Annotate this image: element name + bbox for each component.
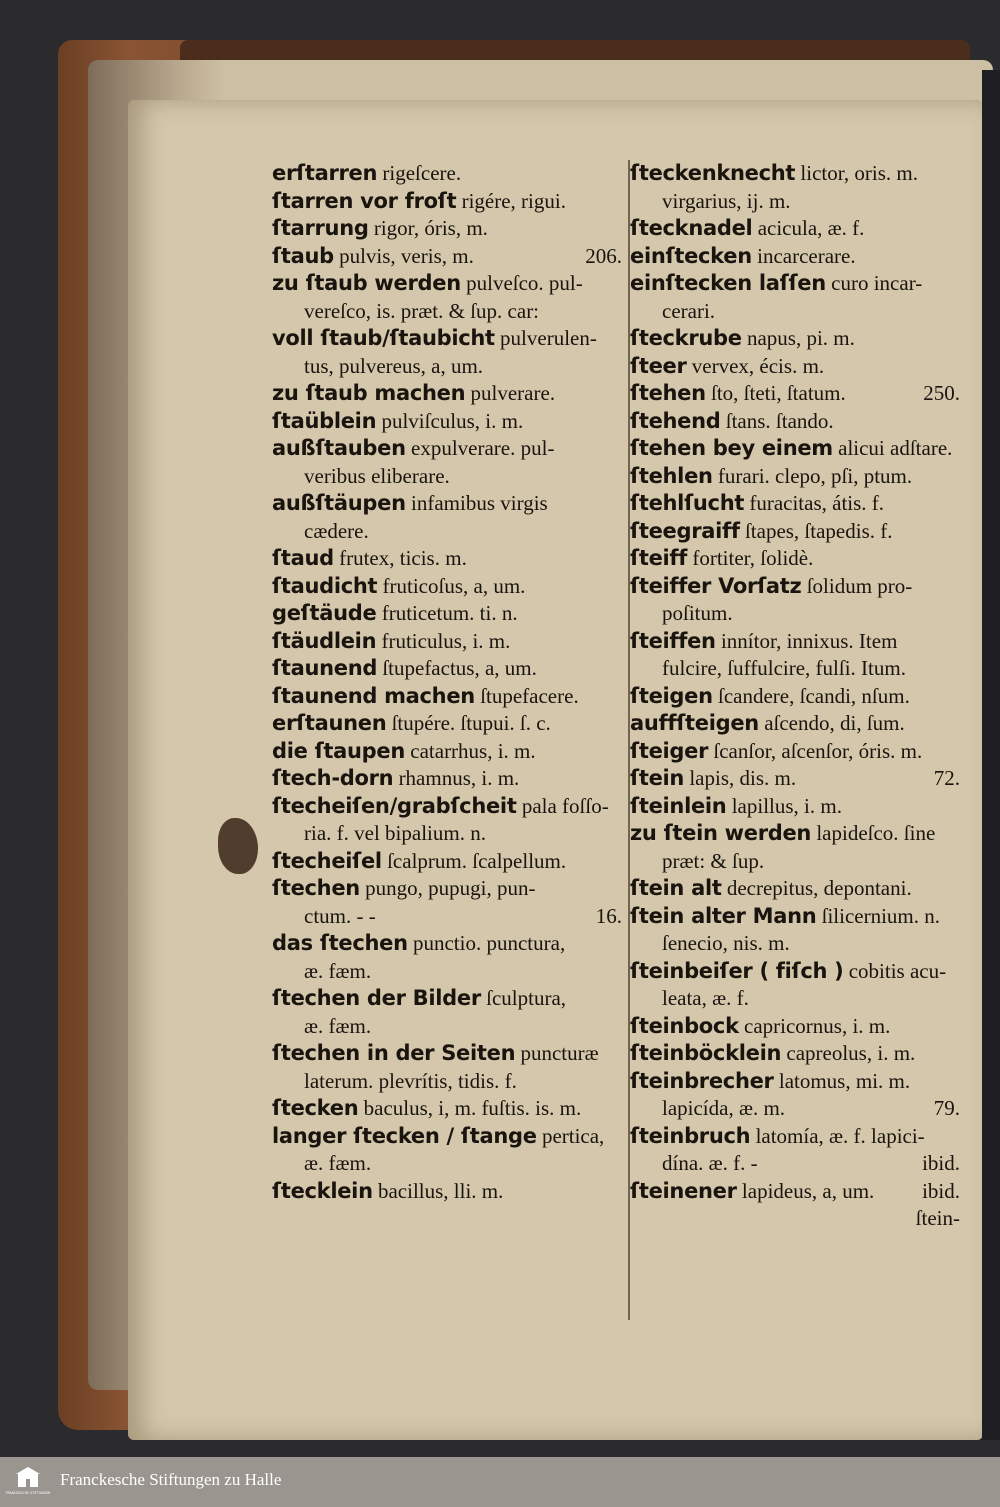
entry-translation: rigor, óris, m. [368,216,488,240]
page-reference: 79. [933,1096,960,1120]
entry-translation: ſtupére. ſtupui. ſ. c. [386,711,551,735]
entry-headword: zu ſtaub werden [272,271,461,295]
dictionary-entry [630,765,960,793]
entry-translation: incarcerare. [751,243,856,268]
entry-translation: pulverulen- [494,326,597,350]
entry-continuation [630,1150,960,1178]
entry-translation: fortiter, ſolidè. [687,546,814,570]
dictionary-entry [630,243,960,271]
entry-translation: rigére, rigui. [456,188,566,213]
entry-translation: ſculptura, [480,986,567,1010]
entry-translation: fruticetum. ti. n. [376,601,518,625]
entry-translation: frutex, ticis. m. [333,546,467,570]
entry-headword: ſtäudlein [272,628,377,653]
entry-headword: ſteiffer Vorſatz [630,573,802,598]
entry-headword: ſteinböcklein [630,1041,782,1065]
entry-headword: das ſtechen [272,931,408,955]
dictionary-entry [630,875,960,903]
entry-translation: lictor, oris. m. [795,161,918,185]
dictionary-entry [272,573,622,601]
entry-headword: ſteer [630,353,687,378]
dictionary-entry [272,930,622,958]
entry-continuation [272,298,622,326]
entry-translation: furari. clepo, pſi, ptum. [712,463,913,488]
entry-translation: aſcendo, di, ſum. [758,711,905,735]
entry-headword: außſtäupen [272,491,406,515]
continuation-text: laterum. plevrítis, tidis. f. [304,1068,517,1093]
entry-headword: auffſteigen [630,711,759,735]
logo-text: FRANCKESCHE STIFTUNGEN [5,1491,51,1495]
entry-headword: ſtaudicht [272,573,378,598]
dictionary-entry [630,160,960,188]
entry-translation: ſilicernium. n. [816,903,941,928]
entry-translation: ſto, ſteti, ſtatum. [705,381,846,405]
dictionary-entry [630,463,960,491]
continuation-text: fulcire, ſuffulcire, fulſi. Itum. [662,656,906,680]
entry-translation: decrepitus, depontani. [721,876,912,900]
continuation-text: æ. fæm. [304,1151,372,1175]
dictionary-entry [272,683,622,711]
entry-translation: alicui adſtare. [832,436,953,460]
entry-translation: catarrhus, i. m. [405,738,536,763]
page-reference: 206. [585,243,622,268]
entry-headword: ſtaunend [272,656,378,680]
page-reference: 16. [595,903,622,928]
entry-headword: ſteegraiff [630,518,740,543]
entry-headword: ſteinbock [630,1013,739,1038]
entry-headword: ſteckenknecht [630,161,796,185]
entry-continuation [272,518,622,546]
continuation-text: dína. æ. f. - [662,1151,758,1175]
entry-continuation [272,353,622,381]
entry-translation: pulverare. [465,381,556,405]
entry-headword: ſtechen [272,876,360,900]
entry-headword: ſtein alter Mann [630,903,817,928]
dictionary-entry [272,985,622,1013]
dictionary-entry [630,518,960,546]
dictionary-entry [630,628,960,656]
entry-headword: ſtecknadel [630,216,753,240]
entry-translation: rigeſcere. [377,161,462,185]
entry-headword: ſteckrube [630,326,742,350]
entry-headword: ſteiff [630,546,688,570]
continuation-text: æ. fæm. [304,1013,372,1038]
entry-headword: zu ſtaub machen [272,381,466,405]
entry-headword: ſteinbruch [630,1123,751,1148]
dictionary-entry [630,325,960,353]
dictionary-entry [630,1013,960,1041]
continuation-text: poſitum. [662,601,733,625]
entry-continuation [630,600,960,628]
entry-headword: ſtech-dorn [272,766,394,790]
entry-headword: ſtehen [630,381,706,405]
dictionary-entry [272,710,622,738]
dictionary-entry [272,243,622,271]
entry-continuation [272,903,622,931]
continuation-text: ria. f. vel bipalium. n. [304,821,486,845]
dictionary-entry [630,490,960,518]
entry-continuation [630,655,960,683]
entry-continuation [272,1068,622,1096]
dictionary-entry [630,793,960,821]
entry-headword: ſteiger [630,738,709,763]
dictionary-entry [272,765,622,793]
page-reference: ibid. [922,1151,960,1175]
entry-headword: einſtecken [630,243,752,268]
entry-headword: ſtaud [272,546,334,570]
entry-translation: ſcandere, ſcandi, nſum. [712,683,910,708]
dictionary-entry [272,1123,622,1151]
dictionary-entry [630,1123,960,1151]
entry-headword: ſtehen bey einem [630,436,833,460]
entry-translation: furacitas, átis. f. [744,491,885,515]
entry-headword: ſteigen [630,683,713,708]
dictionary-entry [272,793,622,821]
entry-translation: pala foſſo- [516,793,609,818]
dictionary-entry [272,848,622,876]
entry-continuation [272,820,622,848]
entry-translation: ſtupefactus, a, um. [377,656,537,680]
dictionary-entry [272,270,622,298]
dictionary-entry [630,353,960,381]
entry-translation: ſcalprum. ſcalpellum. [381,848,567,873]
entry-headword: ſtaunend machen [272,683,475,708]
entry-continuation [630,848,960,876]
dictionary-entry [272,1040,622,1068]
entry-translation: puncturæ [515,1041,599,1065]
entry-translation: lapis, dis. m. [684,766,797,790]
institution-logo-icon [5,1465,51,1499]
dictionary-entry [272,738,622,766]
entry-translation: lapillus, i. m. [726,793,842,818]
dictionary-entry [630,270,960,298]
entry-continuation [630,188,960,216]
page-reference: 72. [933,766,960,790]
dictionary-entry [272,325,622,353]
entry-headword: ſtein [630,766,685,790]
entry-translation: pulveſco. pul- [460,271,583,295]
entry-translation: ſcanſor, aſcenſor, óris. m. [708,738,923,763]
entry-translation: innítor, innixus. Item [715,628,898,653]
entry-headword: ſtehend [630,408,721,433]
entry-translation: cobitis acu- [843,958,947,983]
continuation-text: ſenecio, nis. m. [662,931,790,955]
dictionary-entry [630,1068,960,1096]
dictionary-entry [272,1095,622,1123]
dictionary-entry [630,380,960,408]
entry-continuation [630,298,960,326]
entry-translation: vervex, écis. m. [686,353,825,378]
entry-translation: lapideus, a, um. [736,1178,875,1203]
entry-translation: pulviſculus, i. m. [376,408,524,433]
entry-translation: bacillus, lli. m. [372,1178,504,1203]
dictionary-entry [630,903,960,931]
entry-headword: erſtaunen [272,711,387,735]
continuation-text: ctum. - - [304,903,376,928]
entry-translation: ſtapes, ſtapedis. f. [739,518,893,543]
dictionary-entry [272,188,622,216]
entry-translation: fruticulus, i. m. [376,628,511,653]
dictionary-entry [630,820,960,848]
entry-translation: infamibus virgis [405,491,548,515]
entry-headword: zu ſtein werden [630,821,812,845]
entry-headword: einſtecken laſſen [630,271,826,295]
entry-continuation [272,1013,622,1041]
continuation-text: præt: & ſup. [662,848,765,873]
entry-headword: ſteinbrecher [630,1068,774,1093]
entry-translation: ſtupefacere. [474,683,579,708]
dictionary-entry [272,435,622,463]
continuation-text: lapicída, æ. m. [662,1096,786,1120]
entry-headword: die ſtaupen [272,738,406,763]
entry-headword: geſtäude [272,601,377,625]
entry-headword: ſteinbeiſer ( fiſch ) [630,958,844,983]
dictionary-entry [630,1178,960,1206]
entry-headword: ſteinlein [630,793,727,818]
entry-translation: expulverare. pul- [405,436,555,460]
entry-translation: latomía, æ. f. lapici- [750,1123,925,1148]
entry-translation: punctio. punctura, [407,931,566,955]
dictionary-entry [272,545,622,573]
entry-headword: ſtecken [272,1096,359,1120]
dictionary-entry [630,958,960,986]
dictionary-entry [272,408,622,436]
gutter-shadow [982,70,1000,1440]
entry-headword: ſtein alt [630,876,722,900]
dictionary-entry [630,738,960,766]
continuation-text: veribus eliberare. [304,463,450,488]
continuation-text: virgarius, ij. m. [662,188,791,213]
page-reference: ibid. [922,1178,960,1203]
dictionary-entry [630,435,960,463]
entry-headword: ſtaub [272,243,334,268]
entry-headword: ſteiffen [630,628,716,653]
right-column [630,160,960,1233]
continuation-text: tus, pulvereus, a, um. [304,353,484,378]
page-reference: 250. [923,381,960,405]
entry-translation: acicula, æ. f. [752,216,865,240]
entry-headword: ſtechen in der Seiten [272,1041,516,1065]
entry-continuation [630,985,960,1013]
entry-headword: voll ſtaub/ſtaubicht [272,326,495,350]
entry-headword: ſtecklein [272,1178,373,1203]
dictionary-entry [272,380,622,408]
entry-continuation [630,930,960,958]
entry-headword: ſtechen der Bilder [272,986,481,1010]
entry-translation: pertica, [536,1123,605,1148]
continuation-text: cerari. [662,298,716,323]
dictionary-entry [272,215,622,243]
entry-headword: ſtecheiſel [272,848,382,873]
left-column [272,160,622,1205]
footer-label: Franckesche Stiftungen zu Halle [60,1470,282,1489]
entry-continuation [272,1150,622,1178]
entry-translation: curo incar- [825,271,923,295]
entry-translation: capricornus, i. m. [738,1013,891,1038]
entry-translation: capreolus, i. m. [781,1041,916,1065]
entry-continuation [630,1095,960,1123]
entry-translation: pulvis, veris, m. [333,243,474,268]
continuation-text: cædere. [304,518,369,543]
entry-translation: rhamnus, i. m. [393,766,520,790]
entry-headword: ſtecheiſen/grabſcheit [272,793,517,818]
dictionary-entry [630,710,960,738]
entry-headword: ſtaüblein [272,408,377,433]
entry-headword: ſtehlſucht [630,491,745,515]
entry-translation: napus, pi. m. [741,326,855,350]
entry-continuation [272,463,622,491]
dictionary-entry [630,1040,960,1068]
entry-headword: erſtarren [272,161,378,185]
entry-translation: lapideſco. ſine [811,821,936,845]
dictionary-entry [272,1178,622,1206]
dictionary-entry [630,408,960,436]
continuation-text: vereſco, is. præt. & ſup. car: [304,298,540,323]
dictionary-entry [272,628,622,656]
entry-headword: ſtarren vor froſt [272,188,457,213]
entry-translation: ſolidum pro- [801,573,913,598]
entry-translation: pungo, pupugi, pun- [359,876,536,900]
dictionary-entry [272,655,622,683]
entry-translation: fruticoſus, a, um. [377,573,526,598]
dictionary-entry [630,683,960,711]
entry-headword: ſtarrung [272,216,369,240]
continuation-text: leata, æ. f. [662,986,749,1010]
dictionary-entry [630,215,960,243]
entry-headword: langer ſtecken / ſtange [272,1123,537,1148]
dictionary-entry [630,545,960,573]
dictionary-entry [272,160,622,188]
entry-translation: ſtans. ſtando. [720,408,834,433]
dictionary-entry [272,600,622,628]
entry-translation: latomus, mi. m. [773,1068,911,1093]
continuation-text: æ. fæm. [304,958,372,983]
dictionary-entry [272,490,622,518]
dictionary-entry [272,875,622,903]
entry-translation: baculus, i, m. fuſtis. is. m. [358,1096,582,1120]
dictionary-entry [630,573,960,601]
footer-bar [0,1457,1000,1507]
page-reference: ſtein- [915,1206,960,1230]
entry-headword: ſtehlen [630,463,713,488]
entry-headword: ſteinener [630,1178,737,1203]
entry-headword: außſtauben [272,436,406,460]
entry-continuation [272,958,622,986]
